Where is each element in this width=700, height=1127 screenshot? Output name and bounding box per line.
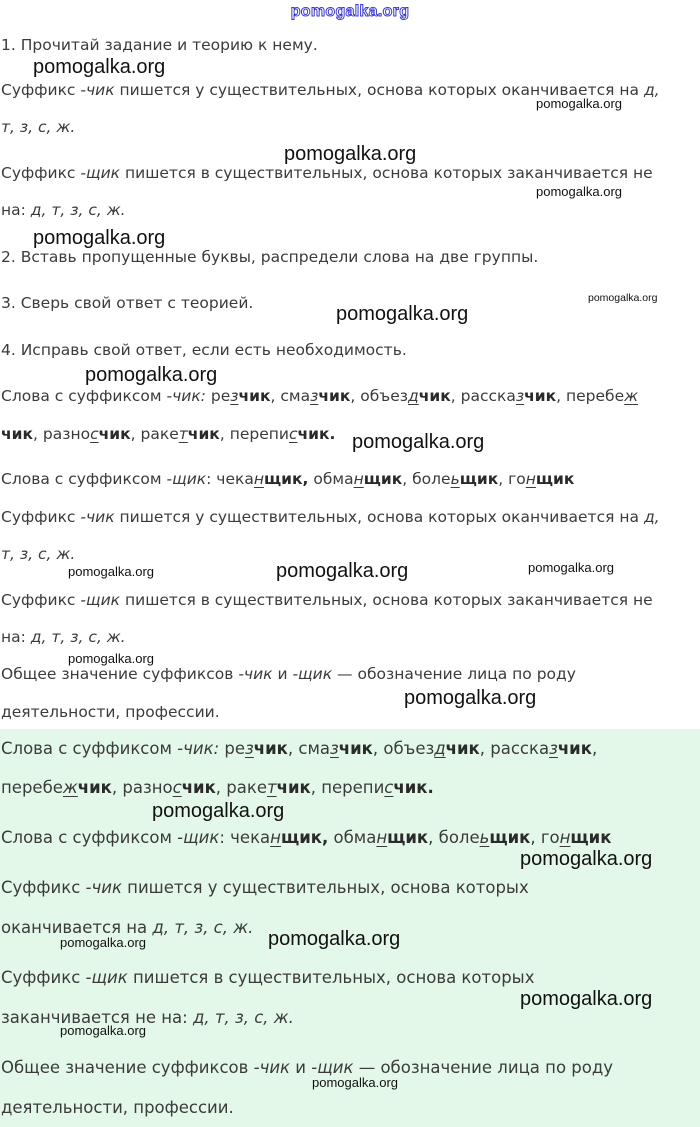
answer-shchik-line: Слова с суффиксом -щик: чеканщик, обманщик, болеьщик, гонщик xyxy=(1,828,612,847)
word: объездчик xyxy=(360,387,451,405)
task-step-1: 1. Прочитай задание и теорию к нему. xyxy=(1,36,318,54)
word: чеканщик, xyxy=(230,828,329,847)
task-step-2: 2. Вставь пропущенные буквы, распредели слова на две группы. xyxy=(1,248,539,266)
answer-shchik-rule-2: заканчивается не на: д, т, з, с, ж. xyxy=(1,1008,294,1027)
word: резчик xyxy=(210,387,271,405)
word: обманщик xyxy=(313,470,403,488)
chik-rule-line-1: Суффикс -чик пишется у существительных, основа которых оканчивается на д, xyxy=(1,81,660,99)
word: разносчик xyxy=(42,425,131,443)
word: переписчик. xyxy=(321,778,434,797)
word: ракетчик xyxy=(140,425,220,443)
shchik-rule-line-1: Суффикс -щик пишется в существительных, основа которых заканчивается не xyxy=(1,164,653,182)
answer-common-1: Общее значение суффиксов -чик и -щик — обозначение лица по роду xyxy=(1,1058,614,1077)
watermark: pomogalka.org xyxy=(336,303,469,325)
shchik-rule-repeat-1: Суффикс -щик пишется в существительных, основа которых заканчивается не xyxy=(1,591,653,609)
watermark: pomogalka.org xyxy=(68,564,154,579)
watermark: pomogalka.org xyxy=(152,800,285,822)
site-logo[interactable]: pomogalka.org xyxy=(290,3,410,20)
answer-chik-line-2: перебежчик, разносчик, ракетчик, переписчик. xyxy=(1,778,434,797)
word: смазчик xyxy=(280,387,351,405)
watermark: pomogalka.org xyxy=(33,227,166,249)
word: болеьщик xyxy=(438,828,531,847)
common-meaning-line-1: Общее значение суффиксов -чик и -щик — обозначение лица по роду xyxy=(1,665,576,683)
answer-chik-rule-1: Суффикс -чик пишется у существительных, основа которых xyxy=(1,878,529,897)
word: переписчик. xyxy=(229,425,336,443)
chik-words-line-1: Слова с суффиксом -чик: резчик, смазчик, объездчик, рассказчик, перебеж xyxy=(1,387,639,405)
word: рассказчик xyxy=(490,739,592,758)
watermark: pomogalka.org xyxy=(520,848,653,870)
watermark: pomogalka.org xyxy=(528,560,614,575)
watermark: pomogalka.org xyxy=(352,431,485,453)
word: рассказчик xyxy=(460,387,557,405)
word: чеканщик, xyxy=(216,470,309,488)
watermark: pomogalka.org xyxy=(276,560,409,582)
word: болеьщик xyxy=(412,470,499,488)
watermark: pomogalka.org xyxy=(520,988,653,1010)
task-step-3: 3. Сверь свой ответ с теорией. xyxy=(1,294,254,312)
word: перебежчик xyxy=(1,778,112,797)
watermark: pomogalka.org xyxy=(33,56,166,78)
shchik-words-line: Слова с суффиксом -щик: чеканщик, обманщик, болеьщик, гонщик xyxy=(1,470,575,488)
answer-chik-line-1: Слова с суффиксом -чик: резчик, смазчик, объездчик, рассказчик, xyxy=(1,739,598,758)
word: гонщик xyxy=(508,470,575,488)
word: смазчик xyxy=(298,739,373,758)
chik-rule-repeat-1: Суффикс -чик пишется у существительных, основа которых оканчивается на д, xyxy=(1,508,660,526)
chik-rule-repeat-2: т, з, с, ж. xyxy=(1,545,76,563)
chik-rule-line-2: т, з, с, ж. xyxy=(1,118,76,136)
watermark: pomogalka.org xyxy=(85,364,218,386)
watermark: pomogalka.org xyxy=(68,651,154,666)
word: обманщик xyxy=(333,828,429,847)
watermark: pomogalka.org xyxy=(60,935,146,950)
watermark: pomogalka.org xyxy=(312,1075,398,1090)
answer-common-2: деятельности, профессии. xyxy=(1,1098,234,1117)
answer-chik-rule-2: оканчивается на д, т, з, с, ж. xyxy=(1,918,254,937)
task-step-4: 4. Исправь свой ответ, если есть необходимость. xyxy=(1,341,407,359)
word: резчик xyxy=(224,739,288,758)
watermark: pomogalka.org xyxy=(536,184,622,199)
shchik-rule-line-2: на: д, т, з, с, ж. xyxy=(1,201,126,219)
word: разносчик xyxy=(122,778,216,797)
word: ракетчик xyxy=(226,778,311,797)
common-meaning-line-2: деятельности, профессии. xyxy=(1,703,220,721)
watermark: pomogalka.org xyxy=(60,1023,146,1038)
watermark: pomogalka.org xyxy=(404,687,537,709)
word: перебеж xyxy=(566,387,639,405)
shchik-rule-repeat-2: на: д, т, з, с, ж. xyxy=(1,628,126,646)
answer-shchik-rule-1: Суффикс -щик пишется в существительных, основа которых xyxy=(1,968,535,987)
watermark: pomogalka.org xyxy=(588,292,658,304)
chik-words-line-2: чик, разносчик, ракетчик, переписчик. xyxy=(1,425,336,443)
watermark: pomogalka.org xyxy=(536,96,622,111)
watermark: pomogalka.org xyxy=(284,143,417,165)
watermark: pomogalka.org xyxy=(268,928,401,950)
word: объездчик xyxy=(383,739,480,758)
word: гонщик xyxy=(540,828,612,847)
